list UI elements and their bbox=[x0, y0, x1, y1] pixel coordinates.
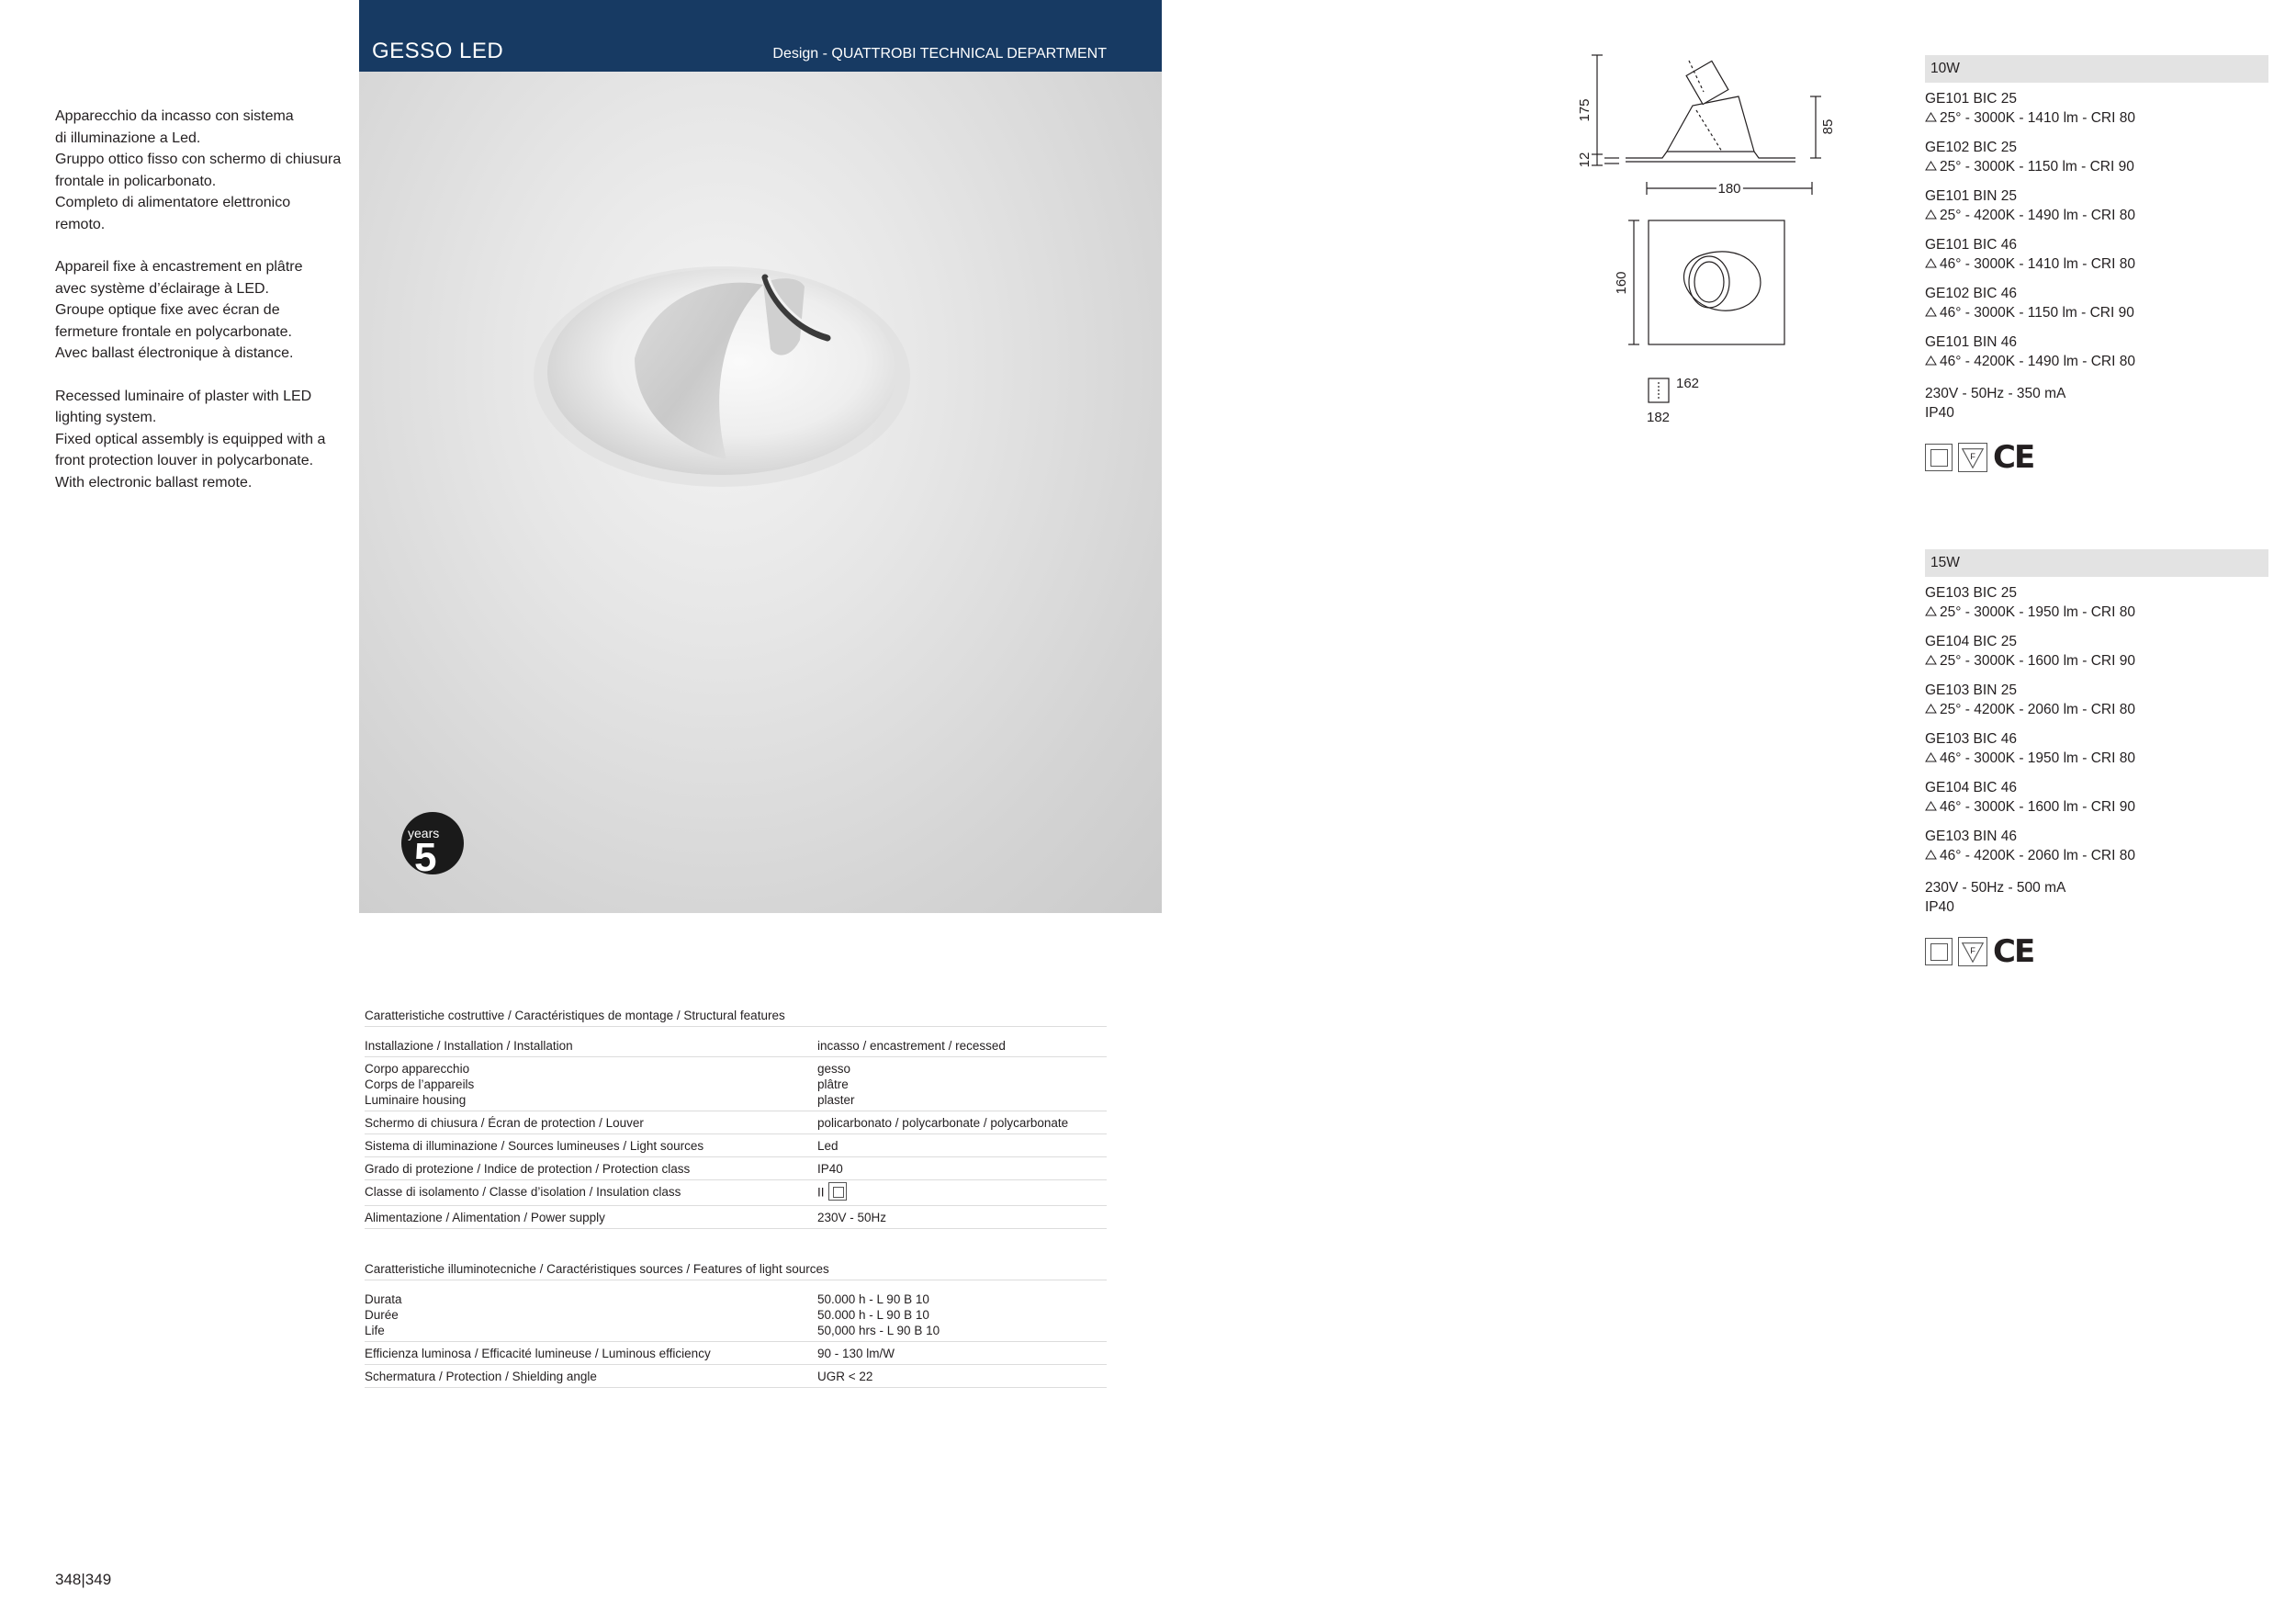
class-ii-icon bbox=[828, 1182, 847, 1201]
row-label: Durata Durée Life bbox=[365, 1292, 402, 1337]
table-row bbox=[365, 1134, 1107, 1157]
row-value-insulation bbox=[817, 1184, 1107, 1202]
dim-side: 160 bbox=[1614, 271, 1629, 295]
list-item bbox=[1925, 235, 2268, 274]
table-row bbox=[365, 1342, 1107, 1365]
product-title: GESSO LED bbox=[372, 39, 504, 63]
power-info bbox=[1925, 384, 2268, 423]
table-row bbox=[365, 1111, 1107, 1134]
variant-code: GE104 BIC 25 bbox=[1925, 634, 2017, 649]
row-value: IP40 bbox=[817, 1162, 843, 1176]
cutout-dim-a: 162 bbox=[1676, 376, 1700, 391]
f-mark-icon bbox=[1958, 443, 1987, 472]
variants-10w bbox=[1925, 55, 2268, 476]
product-description bbox=[55, 106, 349, 514]
beam-angle-icon bbox=[1925, 112, 1937, 122]
table-row bbox=[365, 1034, 1107, 1057]
row-value: 50.000 h - L 90 B 10 50.000 h - L 90 B 10 50,000 hrs - L 90 B 10 bbox=[817, 1292, 940, 1337]
variant-spec: 25° - 3000K - 1950 lm - CRI 80 bbox=[1940, 604, 2135, 620]
variant-heading-15w: 15W bbox=[1925, 549, 2268, 577]
warranty-years: 5 bbox=[414, 835, 437, 876]
list-item bbox=[1925, 333, 2268, 371]
description-english: Recessed luminaire of plaster with LED lighting system. Fixed optical assembly is equipped with a front protection louver in polycarbonate. With electronic ballast remote. bbox=[55, 388, 326, 491]
variant-code: GE101 BIC 25 bbox=[1925, 91, 2017, 107]
ip-rating: IP40 bbox=[1925, 899, 1954, 915]
table-row bbox=[365, 1206, 1107, 1229]
row-label: Alimentazione / Alimentation / Power supply bbox=[365, 1211, 605, 1224]
beam-angle-icon bbox=[1925, 704, 1937, 714]
beam-angle-icon bbox=[1925, 655, 1937, 665]
list-item bbox=[1925, 729, 2268, 768]
structural-features-table bbox=[365, 1005, 1107, 1229]
page-numbers: 348|349 bbox=[55, 1571, 112, 1588]
f-mark-icon bbox=[1958, 937, 1987, 966]
variant-code: GE103 BIN 25 bbox=[1925, 682, 2017, 698]
variant-code: GE101 BIN 25 bbox=[1925, 188, 2017, 204]
warranty-badge bbox=[400, 810, 466, 881]
power-supply: 230V - 50Hz - 350 mA bbox=[1925, 386, 2066, 401]
variant-spec: 46° - 3000K - 1410 lm - CRI 80 bbox=[1940, 256, 2135, 272]
list-item bbox=[1925, 827, 2268, 865]
warranty-icon bbox=[400, 810, 466, 876]
certification-marks bbox=[1925, 933, 2268, 970]
row-value: 90 - 130 lm/W bbox=[817, 1347, 895, 1360]
power-info bbox=[1925, 878, 2268, 917]
beam-angle-icon bbox=[1925, 801, 1937, 811]
row-value: incasso / encastrement / recessed bbox=[817, 1039, 1006, 1053]
variant-code: GE103 BIC 46 bbox=[1925, 731, 2017, 747]
description-italian: Apparecchio da incasso con sistema di illuminazione a Led. Gruppo ottico fisso con schermo di chiusura frontale in policarbonato. Completo di alimentatore elettronico remoto. bbox=[55, 108, 342, 232]
certification-marks bbox=[1925, 439, 2268, 476]
table-row bbox=[365, 1180, 1107, 1206]
dim-flange: 12 bbox=[1577, 152, 1593, 168]
variant-code: GE103 BIN 46 bbox=[1925, 829, 2017, 844]
row-label: Grado di protezione / Indice de protection / Protection class bbox=[365, 1162, 691, 1176]
lighting-features-table bbox=[365, 1258, 1107, 1388]
variant-spec: 25° - 4200K - 1490 lm - CRI 80 bbox=[1940, 208, 2135, 223]
technical-drawing bbox=[1575, 46, 1878, 441]
dim-depth: 85 bbox=[1820, 118, 1836, 135]
beam-angle-icon bbox=[1925, 752, 1937, 762]
structural-features-title: Caratteristiche costruttive / Caractéristiques de montage / Structural features bbox=[365, 1005, 1107, 1027]
beam-angle-icon bbox=[1925, 355, 1937, 366]
design-credit: Design - QUATTROBI TECHNICAL DEPARTMENT bbox=[772, 46, 1107, 62]
row-value: UGR < 22 bbox=[817, 1370, 873, 1383]
row-value: II bbox=[817, 1185, 825, 1200]
variant-spec: 25° - 3000K - 1150 lm - CRI 90 bbox=[1940, 159, 2134, 175]
table-row bbox=[365, 1365, 1107, 1388]
table-row bbox=[365, 1288, 1107, 1342]
dim-width: 180 bbox=[1717, 181, 1741, 197]
row-value: gesso plâtre plaster bbox=[817, 1062, 855, 1107]
ce-mark-icon: CE bbox=[1993, 439, 2034, 476]
class-ii-icon bbox=[1925, 938, 1953, 965]
variants-15w bbox=[1925, 549, 2268, 970]
description-french: Appareil fixe à encastrement en plâtre avec système d’éclairage à LED. Groupe optique fixe avec écran de fermeture frontale en polycarbonate. Avec ballast électronique à distance. bbox=[55, 259, 303, 361]
beam-angle-icon bbox=[1925, 258, 1937, 268]
f-mark-label: F bbox=[1970, 945, 1975, 955]
variant-code: GE101 BIN 46 bbox=[1925, 334, 2017, 350]
f-mark-label: F bbox=[1970, 451, 1975, 461]
beam-angle-icon bbox=[1925, 161, 1937, 171]
row-value: 230V - 50Hz bbox=[817, 1211, 887, 1224]
row-label: Sistema di illuminazione / Sources lumineuses / Light sources bbox=[365, 1139, 704, 1153]
beam-angle-icon bbox=[1925, 209, 1937, 220]
beam-angle-icon bbox=[1925, 307, 1937, 317]
product-photo-panel bbox=[359, 0, 1162, 913]
list-item bbox=[1925, 284, 2268, 322]
ip-rating: IP40 bbox=[1925, 405, 1954, 421]
beam-angle-icon bbox=[1925, 850, 1937, 860]
variant-code: GE103 BIC 25 bbox=[1925, 585, 2017, 601]
power-supply: 230V - 50Hz - 500 mA bbox=[1925, 880, 2066, 896]
variant-code: GE101 BIC 46 bbox=[1925, 237, 2017, 253]
list-item bbox=[1925, 583, 2268, 622]
list-item bbox=[1925, 89, 2268, 128]
row-label: Corpo apparecchio Corps de l’appareils Luminaire housing bbox=[365, 1062, 475, 1107]
variant-spec: 46° - 4200K - 1490 lm - CRI 80 bbox=[1940, 354, 2135, 369]
list-item bbox=[1925, 681, 2268, 719]
row-value: policarbonato / polycarbonate / polycarbonate bbox=[817, 1116, 1069, 1130]
variant-code: GE104 BIC 46 bbox=[1925, 780, 2017, 795]
row-value: Led bbox=[817, 1139, 838, 1153]
variant-spec: 25° - 4200K - 2060 lm - CRI 80 bbox=[1940, 702, 2135, 717]
row-label: Efficienza luminosa / Efficacité lumineuse / Luminous efficiency bbox=[365, 1347, 711, 1360]
beam-angle-icon bbox=[1925, 606, 1937, 616]
variant-heading-10w: 10W bbox=[1925, 55, 2268, 83]
luminaire-photo bbox=[524, 220, 947, 514]
list-item bbox=[1925, 778, 2268, 817]
warranty-label: years bbox=[408, 826, 440, 840]
variant-spec: 25° - 3000K - 1410 lm - CRI 80 bbox=[1940, 110, 2135, 126]
variant-code: GE102 BIC 46 bbox=[1925, 286, 2017, 301]
header-bar bbox=[359, 0, 1162, 72]
ce-mark-icon: CE bbox=[1993, 933, 2034, 970]
list-item bbox=[1925, 186, 2268, 225]
row-label: Schermatura / Protection / Shielding angle bbox=[365, 1370, 597, 1383]
cutout-dim-b: 182 bbox=[1647, 410, 1671, 425]
lighting-features-title: Caratteristiche illuminotecniche / Caractéristiques sources / Features of light sources bbox=[365, 1258, 1107, 1280]
variant-code: GE102 BIC 25 bbox=[1925, 140, 2017, 155]
table-row bbox=[365, 1057, 1107, 1111]
variant-spec: 25° - 3000K - 1600 lm - CRI 90 bbox=[1940, 653, 2135, 669]
table-row bbox=[365, 1157, 1107, 1180]
variant-spec: 46° - 3000K - 1600 lm - CRI 90 bbox=[1940, 799, 2135, 815]
row-label: Classe di isolamento / Classe d’isolation / Insulation class bbox=[365, 1185, 681, 1199]
variant-spec: 46° - 4200K - 2060 lm - CRI 80 bbox=[1940, 848, 2135, 863]
variant-spec: 46° - 3000K - 1950 lm - CRI 80 bbox=[1940, 750, 2135, 766]
list-item bbox=[1925, 138, 2268, 176]
row-label: Schermo di chiusura / Écran de protection / Louver bbox=[365, 1116, 644, 1130]
class-ii-icon bbox=[1925, 444, 1953, 471]
row-label: Installazione / Installation / Installation bbox=[365, 1039, 573, 1053]
list-item bbox=[1925, 632, 2268, 671]
dim-height: 175 bbox=[1577, 98, 1593, 122]
variant-spec: 46° - 3000K - 1150 lm - CRI 90 bbox=[1940, 305, 2134, 321]
